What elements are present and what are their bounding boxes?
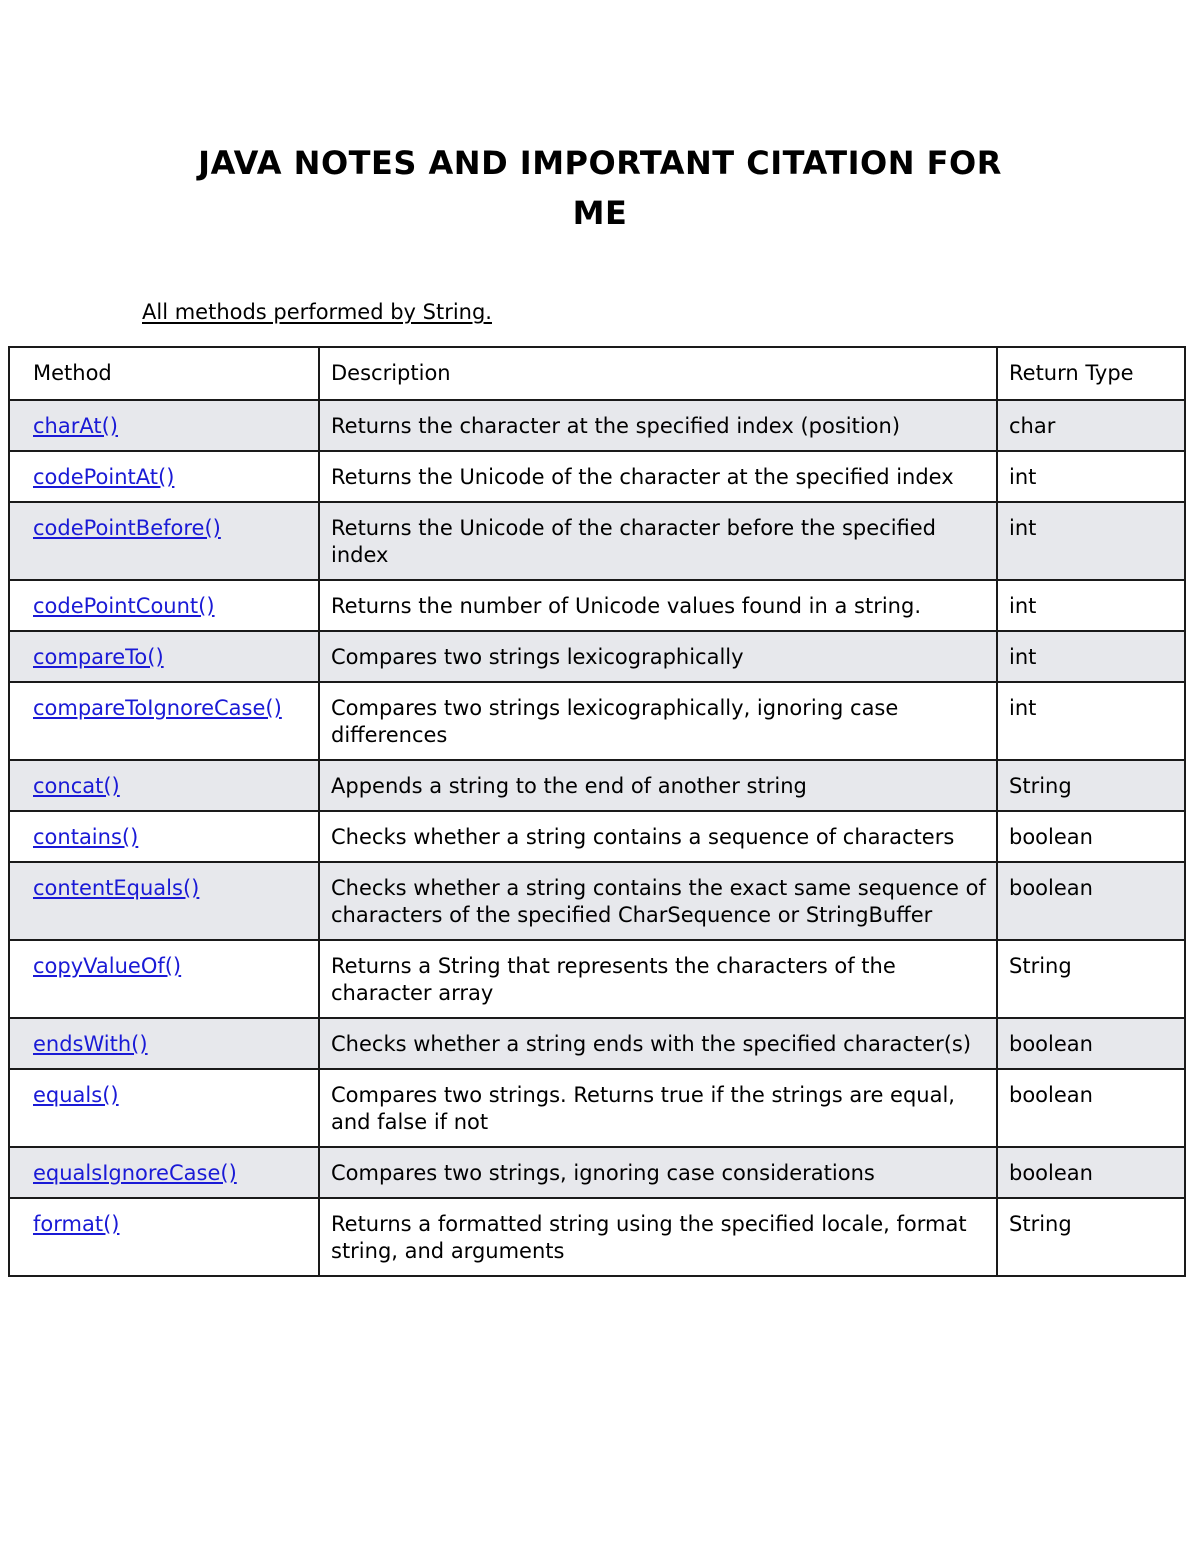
method-link[interactable]: concat(): [33, 774, 120, 798]
document-title: [0, 138, 1200, 238]
return-type-cell: String: [997, 1198, 1185, 1276]
return-type-cell: int: [997, 580, 1185, 631]
table-row: [9, 862, 1185, 940]
return-type-cell: int: [997, 451, 1185, 502]
description-cell: Compares two strings. Returns true if the strings are equal, and false if not: [319, 1069, 997, 1147]
method-cell: [9, 1018, 319, 1069]
table-row: [9, 1198, 1185, 1276]
method-cell: [9, 811, 319, 862]
method-cell: [9, 760, 319, 811]
document-title-line-1: JAVA NOTES AND IMPORTANT CITATION FOR: [198, 144, 1002, 182]
table-body: [9, 400, 1185, 1276]
method-cell: [9, 1147, 319, 1198]
table-row: [9, 580, 1185, 631]
return-type-cell: int: [997, 682, 1185, 760]
description-cell: Appends a string to the end of another string: [319, 760, 997, 811]
table-row: [9, 1018, 1185, 1069]
method-cell: [9, 1069, 319, 1147]
description-cell: Returns the Unicode of the character at the specified index: [319, 451, 997, 502]
description-cell: Returns a formatted string using the specified locale, format string, and arguments: [319, 1198, 997, 1276]
table-row: [9, 760, 1185, 811]
table-row: [9, 1069, 1185, 1147]
description-cell: Returns the character at the specified index (position): [319, 400, 997, 451]
table-row: [9, 682, 1185, 760]
return-type-cell: int: [997, 631, 1185, 682]
method-link[interactable]: copyValueOf(): [33, 954, 182, 978]
method-link[interactable]: codePointBefore(): [33, 516, 221, 540]
header-description: Description: [319, 347, 997, 400]
return-type-cell: int: [997, 502, 1185, 580]
description-cell: Checks whether a string contains the exact same sequence of characters of the specified CharSequence or StringBuffer: [319, 862, 997, 940]
method-link[interactable]: contentEquals(): [33, 876, 200, 900]
table-row: [9, 451, 1185, 502]
description-cell: Returns the Unicode of the character before the specified index: [319, 502, 997, 580]
table-row: [9, 502, 1185, 580]
table-row: [9, 811, 1185, 862]
string-methods-table: [8, 346, 1186, 1277]
description-cell: Returns a String that represents the characters of the character array: [319, 940, 997, 1018]
method-link[interactable]: contains(): [33, 825, 139, 849]
description-cell: Checks whether a string contains a sequence of characters: [319, 811, 997, 862]
table-header-row: [9, 347, 1185, 400]
header-method: Method: [9, 347, 319, 400]
method-link[interactable]: compareTo(): [33, 645, 164, 669]
method-link[interactable]: compareToIgnoreCase(): [33, 696, 282, 720]
method-cell: [9, 682, 319, 760]
section-heading: All methods performed by String.: [142, 300, 492, 324]
method-cell: [9, 940, 319, 1018]
table-row: [9, 631, 1185, 682]
description-cell: Compares two strings lexicographically, ignoring case differences: [319, 682, 997, 760]
return-type-cell: String: [997, 760, 1185, 811]
method-cell: [9, 502, 319, 580]
return-type-cell: boolean: [997, 1069, 1185, 1147]
return-type-cell: boolean: [997, 1147, 1185, 1198]
method-cell: [9, 400, 319, 451]
return-type-cell: String: [997, 940, 1185, 1018]
method-link[interactable]: equals(): [33, 1083, 119, 1107]
header-return-type: Return Type: [997, 347, 1185, 400]
description-cell: Compares two strings, ignoring case considerations: [319, 1147, 997, 1198]
return-type-cell: boolean: [997, 811, 1185, 862]
method-cell: [9, 631, 319, 682]
return-type-cell: boolean: [997, 862, 1185, 940]
method-cell: [9, 451, 319, 502]
table-row: [9, 400, 1185, 451]
return-type-cell: char: [997, 400, 1185, 451]
table-row: [9, 1147, 1185, 1198]
return-type-cell: boolean: [997, 1018, 1185, 1069]
method-link[interactable]: codePointAt(): [33, 465, 175, 489]
description-cell: Checks whether a string ends with the specified character(s): [319, 1018, 997, 1069]
description-cell: Returns the number of Unicode values found in a string.: [319, 580, 997, 631]
table-row: [9, 940, 1185, 1018]
method-cell: [9, 862, 319, 940]
method-link[interactable]: format(): [33, 1212, 120, 1236]
method-cell: [9, 580, 319, 631]
method-link[interactable]: endsWith(): [33, 1032, 148, 1056]
method-link[interactable]: charAt(): [33, 414, 118, 438]
method-cell: [9, 1198, 319, 1276]
description-cell: Compares two strings lexicographically: [319, 631, 997, 682]
document-title-line-2: ME: [572, 194, 628, 232]
method-link[interactable]: equalsIgnoreCase(): [33, 1161, 237, 1185]
method-link[interactable]: codePointCount(): [33, 594, 215, 618]
